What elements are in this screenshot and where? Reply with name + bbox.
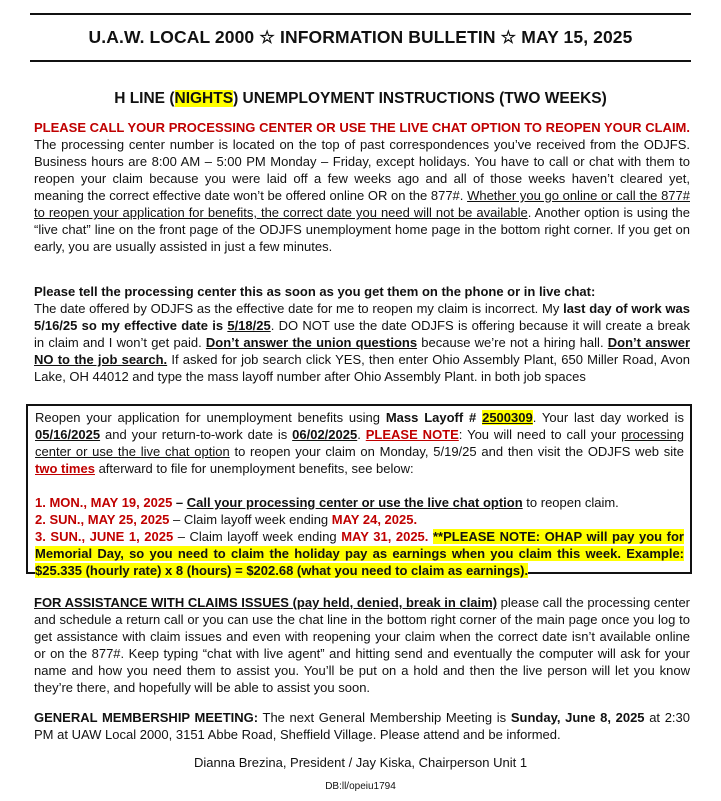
star-icon: ☆ (500, 27, 517, 47)
mass-layoff-paragraph: Reopen your application for unemployment benefits using Mass Layoff # 2500309. Your last day worked is 05/16/2025 and your return-to-work date is 06/02/2025. PLEASE NOTE: You will need to call your processing center or use the live chat option to reopen your claim on Monday, 5/19/25 and then visit the ODJFS web site two times afterward to file for unemployment benefits, see below: (35, 410, 685, 476)
star-icon: ☆ (259, 27, 276, 47)
bulletin-label: INFORMATION BULLETIN (280, 27, 496, 47)
membership-meeting-heading: GENERAL MEMBERSHIP MEETING: (34, 710, 259, 725)
claims-assistance-heading: FOR ASSISTANCE WITH CLAIMS ISSUES (pay held, denied, break in claim) (34, 595, 498, 610)
claims-assistance-section: FOR ASSISTANCE WITH CLAIMS ISSUES (pay held, denied, break in claim) please call the processing center and schedule a return call or you can use the chat line in the bottom right corner of the main page once you log to get assistance with claim issues and even with reopening your claim when the correct date isn’t available online or on the 877#. Keep typing “chat with live agent” and hitting send and eventually the computer will ask for your name and how you need them to assist you. You’ll be put on a hold and then the live person will let you know they’re there, and hopefully will be able to assist you soon. (34, 595, 691, 695)
file-code: DB:ll/opeiu1794 (325, 781, 396, 792)
membership-meeting-section: GENERAL MEMBERSHIP MEETING: The next General Membership Meeting is Sunday, June 8, 2025 at 2:30 PM at UAW Local 2000, 3151 Abbe Road, Sheffield Village. Please attend and be informed. (34, 710, 690, 742)
processing-center-section: Please tell the processing center this as soon as you get them on the phone or in live chat: The date offered by ODJFS as the effective date for me to reopen my claim is incorrect. My last day of work was 5/16/25 so my effective date is 5/18/25. DO NOT use the date ODJFS is offering because it will create a break in claim and I won’t get paid. Don’t answer the union questions because we’re not a hiring hall. Don’t answer NO to the job search. If asked for job search click YES, then enter Ohio Assembly Plant, 650 Miller Road, Avon Lake, OH 44012 and type the mass layoff number after Ohio Assembly Plant. in both job spaces (34, 284, 691, 384)
list-item: 1. MON., MAY 19, 2025 – Call your processing center or use the live chat option to reopen claim. (35, 495, 619, 510)
reopen-claim-heading: PLEASE CALL YOUR PROCESSING CENTER OR USE THE LIVE CHAT OPTION TO REOPEN YOUR CLAIM. (34, 120, 690, 135)
header-bottom-rule (30, 60, 691, 62)
reopen-claim-section: PLEASE CALL YOUR PROCESSING CENTER OR USE THE LIVE CHAT OPTION TO REOPEN YOUR CLAIM. The processing center number is located on the top of past correspondences you’ve received from the ODJFS. Business hours are 8:00 AM – 5:00 PM Monday – Friday, except holidays. You have to call or chat with them to reopen your claim because you were laid off a few weeks ago and all of those weeks haven’t cleared yet, meaning the correct effective date won’t be offered online OR on the 877#. Whether you go online or call the 877# to reopen your application for benefits, the correct date you need will not be available. Another option is using the “live chat” line on the front page of the ODJFS unemployment home page in the bottom right corner. If you get on early, you are usually assisted in just a few minutes. (34, 120, 690, 254)
list-item: 2. SUN., MAY 25, 2025 – Claim layoff week ending MAY 24, 2025. (35, 512, 418, 527)
bulletin-date: MAY 15, 2025 (521, 27, 633, 47)
mass-layoff-box (26, 404, 692, 578)
nights-highlight: NIGHTS (174, 90, 234, 107)
signature-line: Dianna Brezina, President / Jay Kiska, Chairperson Unit 1 (193, 755, 528, 770)
processing-center-heading: Please tell the processing center this as soon as you get them on the phone or in live chat: (34, 284, 596, 299)
memorial-day-note: **PLEASE NOTE: OHAP will pay you for Memorial Day, so you need to claim the holiday pay as earnings when you claim this week. Example: $25.335 (hourly rate) x 8 (hours) = $202.68 (what you need to claim as earnings). (35, 529, 684, 578)
header-top-rule (30, 13, 691, 15)
bulletin-title (30, 26, 691, 48)
list-item: 3. SUN., JUNE 1, 2025 – Claim layoff week ending MAY 31, 2025. **PLEASE NOTE: OHAP will pay you for Memorial Day, so you need to claim the holiday pay as earnings when you claim this week. Example: $25.335 (hourly rate) x 8 (hours) = $202.68 (what you need to claim as earnings). (35, 529, 684, 578)
mass-layoff-number: 2500309 (482, 410, 533, 425)
bulletin-local-name: U.A.W. LOCAL 2000 (88, 27, 255, 47)
page-title: H LINE (NIGHTS) UNEMPLOYMENT INSTRUCTIONS (TWO WEEKS) (114, 90, 607, 107)
